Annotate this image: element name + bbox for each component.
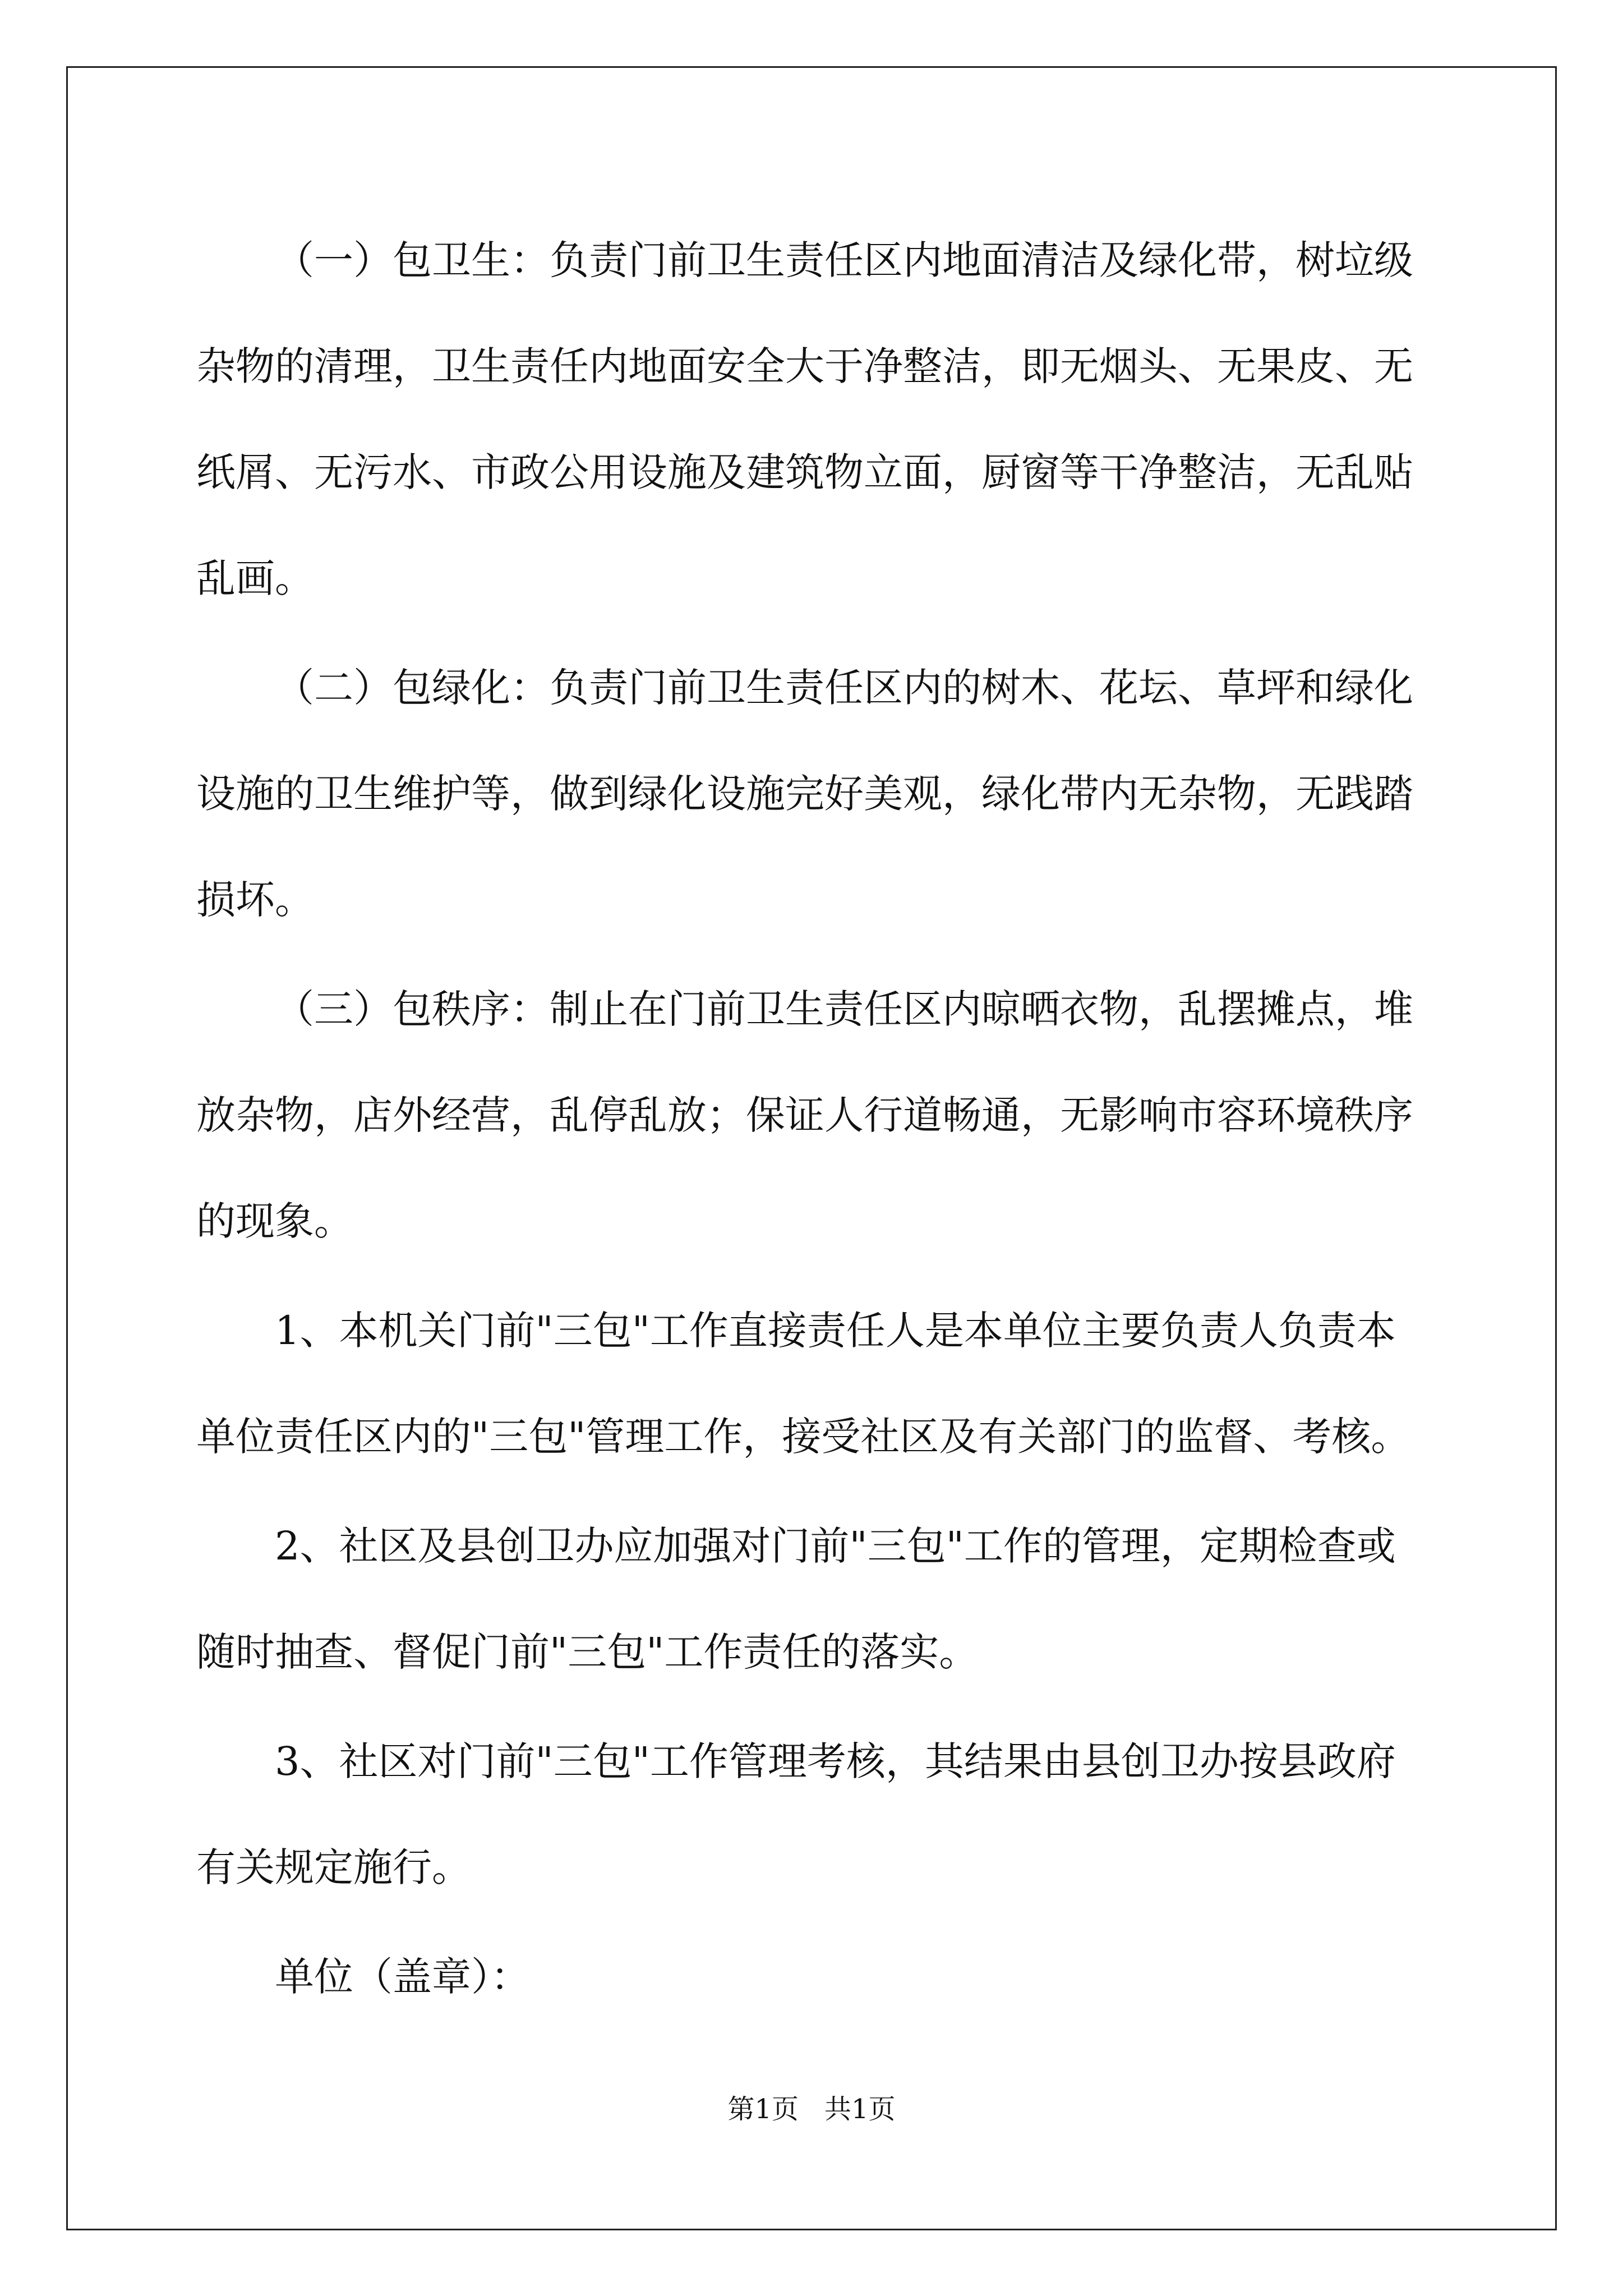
paragraph-order: （三）包秩序：制止在门前卫生责任区内晾晒衣物，乱摆摊点，堆放杂物，店外经营，乱停乱放；保证人行道畅通，无影响市容环境秩序的现象。 bbox=[196, 986, 1413, 1244]
signature-line: 单位（盖章）： bbox=[275, 1954, 530, 2000]
page-footer bbox=[0, 2092, 1623, 2126]
document-body bbox=[196, 208, 1430, 2030]
paragraph-greening: （二）包绿化：负责门前卫生责任区内的树木、花坛、草坪和绿化设施的卫生维护等，做到绿化设施完好美观，绿化带内无杂物，无践踏损坏。 bbox=[196, 665, 1413, 923]
paragraph-rule-1: 1、本机关门前"三包"工作直接责任人是本单位主要负责人负责本单位责任区内的"三包"管理工作，接受社区及有关部门的监督、考核。 bbox=[196, 1308, 1410, 1460]
paragraph-hygiene: （一）包卫生：负责门前卫生责任区内地面清洁及绿化带，树垃级杂物的清理，卫生责任内地面安全大于净整洁，即无烟头、无果皮、无纸屑、无污水、市政公用设施及建筑物立面，厨窗等干净整洁，无乱贴乱画。 bbox=[196, 237, 1413, 601]
paragraph-rule-2: 2、社区及县创卫办应加强对门前"三包"工作的管理，定期检查或随时抽查、督促门前"三包"工作责任的落实。 bbox=[196, 1523, 1396, 1675]
page-total: 共1页 bbox=[824, 2093, 896, 2125]
page-number: 第1页 bbox=[727, 2093, 799, 2125]
paragraph-rule-3: 3、社区对门前"三包"工作管理考核，其结果由县创卫办按县政府有关规定施行。 bbox=[196, 1738, 1396, 1890]
